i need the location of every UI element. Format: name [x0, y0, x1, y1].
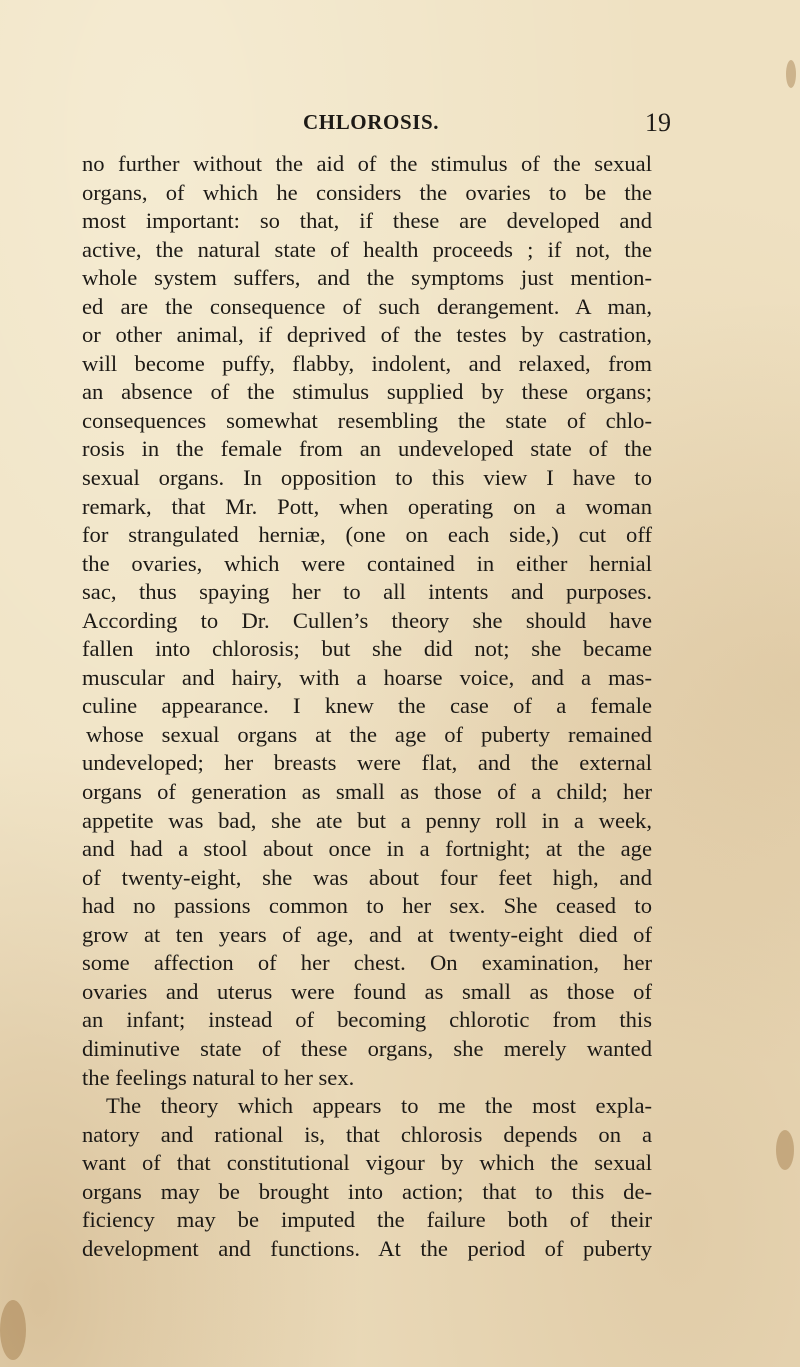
text-line: most important: so that, if these are developed and	[82, 208, 652, 234]
paper-stain	[0, 1300, 26, 1360]
text-line: will become puffy, flabby, indolent, and relaxed, from	[82, 350, 652, 376]
paper-stain	[786, 60, 796, 88]
text-line: whose sexual organs at the age of puberty remained	[86, 721, 652, 747]
text-line: the feelings natural to her sex.	[82, 1064, 355, 1090]
text-line: some affection of her chest. On examination, her	[82, 950, 652, 976]
text-line: active, the natural state of health proceeds ; if not, the	[82, 236, 652, 262]
text-line: fallen into chlorosis; but she did not; she became	[82, 636, 652, 662]
text-line: ficiency may be imputed the failure both of their	[82, 1207, 652, 1233]
text-line: an infant; instead of becoming chlorotic from this	[82, 1007, 652, 1033]
text-line: undeveloped; her breasts were flat, and the external	[82, 750, 652, 776]
text-line: grow at ten years of age, and at twenty-eight died of	[82, 921, 652, 947]
text-line: for strangulated herniæ, (one on each side,) cut off	[82, 522, 652, 548]
text-line: had no passions common to her sex. She ceased to	[82, 893, 652, 919]
text-line: remark, that Mr. Pott, when operating on a woman	[82, 493, 652, 519]
text-line: no further without the aid of the stimulus of the sexual	[82, 151, 652, 176]
text-line: organs of generation as small as those of a child; her	[82, 779, 652, 805]
text-line: rosis in the female from an undeveloped state of the	[82, 436, 652, 462]
text-line: appetite was bad, she ate but a penny roll in a week,	[82, 807, 652, 833]
text-line: The theory which appears to me the most expla-	[106, 1093, 652, 1119]
text-line: diminutive state of these organs, she merely wanted	[82, 1035, 652, 1061]
text-line: sac, thus spaying her to all intents and purposes.	[82, 579, 652, 605]
text-line: or other animal, if deprived of the testes by castration,	[82, 322, 652, 348]
text-line: consequences somewhat resembling the state of chlo-	[82, 407, 652, 433]
paper-stain	[776, 1130, 794, 1170]
text-line: an absence of the stimulus supplied by these organs;	[82, 379, 652, 405]
text-line: whole system suffers, and the symptoms just mention-	[82, 265, 652, 291]
text-line: organs, of which he considers the ovaries to be the	[82, 179, 652, 205]
text-line: want of that constitutional vigour by which the sexual	[82, 1150, 652, 1176]
text-line: and had a stool about once in a fortnight; at the age	[82, 836, 652, 862]
text-line: ed are the consequence of such derangement. A man,	[82, 293, 652, 319]
text-line: organs may be brought into action; that to this de-	[82, 1178, 652, 1204]
page-number: 19	[645, 108, 671, 137]
text-line: culine appearance. I knew the case of a female	[82, 693, 652, 719]
running-title: CHLOROSIS.	[303, 110, 440, 134]
text-line: development and functions. At the period of puberty	[82, 1235, 652, 1261]
text-line: of twenty-eight, she was about four feet high, and	[82, 864, 652, 890]
text-line: ovaries and uterus were found as small as those of	[82, 978, 652, 1004]
text-line: natory and rational is, that chlorosis depends on a	[82, 1121, 652, 1147]
text-line: the ovaries, which were contained in either hernial	[82, 550, 652, 576]
text-line: sexual organs. In opposition to this view I have to	[82, 465, 652, 491]
running-head	[0, 110, 800, 140]
text-line: muscular and hairy, with a hoarse voice, and a mas-	[82, 664, 652, 690]
text-line: According to Dr. Cullen’s theory she should have	[82, 607, 652, 633]
body-text	[82, 150, 652, 1263]
